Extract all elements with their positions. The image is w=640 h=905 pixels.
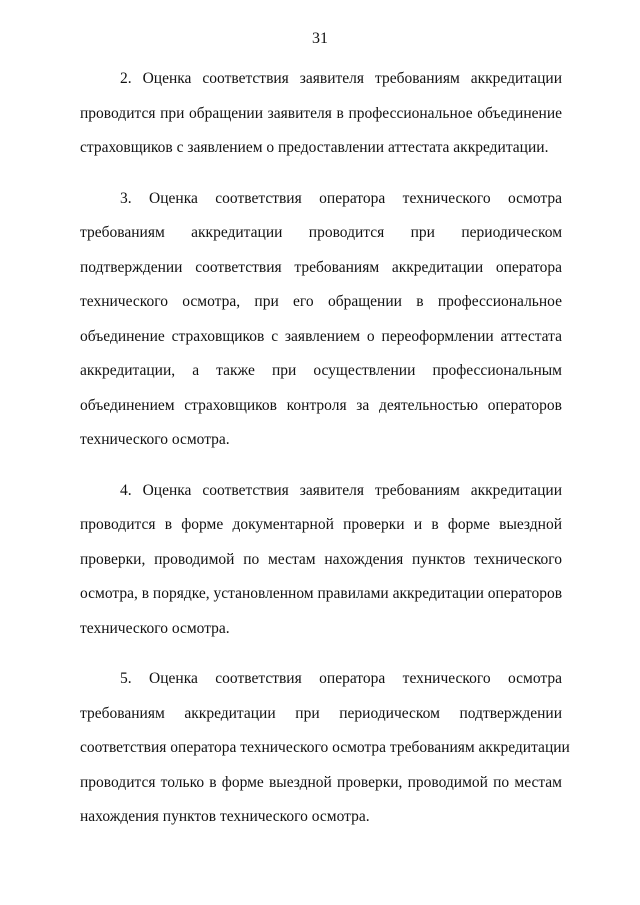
paragraph-4 (80, 474, 562, 647)
paragraph-line: проверки, проводимой по местам нахождения пунктов технического (80, 550, 562, 568)
paragraph-line: требованиям аккредитации проводится при периодическом (80, 224, 562, 241)
paragraph-line: нахождения пунктов технического осмотра. (80, 808, 370, 825)
paragraph-5 (80, 662, 570, 835)
paragraph-line: проводится в форме документарной проверки и в форме выездной (80, 516, 562, 533)
paragraph-line: страховщиков с заявлением о предоставлении аттестата аккредитации. (80, 139, 549, 156)
page-number: 31 (312, 30, 328, 47)
paragraph-line: осмотра, в порядке, установленном правилами аккредитации операторов (80, 585, 563, 602)
paragraph-2 (80, 62, 562, 166)
paragraph-line: аккредитации, а также при осуществлении профессиональным (80, 362, 562, 379)
document-body (80, 62, 570, 851)
paragraph-line: объединением страховщиков контроля за деятельностью операторов (80, 396, 562, 414)
paragraph-3 (80, 182, 562, 458)
paragraph-line: 2. Оценка соответствия заявителя требованиям аккредитации (120, 70, 562, 87)
paragraph-line: технического осмотра, при его обращении в профессиональное (80, 293, 562, 310)
paragraph-line: технического осмотра. (80, 431, 230, 448)
paragraph-line: технического осмотра. (80, 619, 230, 637)
paragraph-line: объединение страховщиков с заявлением о переоформлении аттестата (80, 327, 562, 345)
paragraph-line: требованиям аккредитации при периодическом подтверждении (80, 704, 562, 722)
paragraph-line: соответствия оператора технического осмотра требованиям аккредитации (80, 739, 570, 756)
paragraph-line: проводится при обращении заявителя в профессиональное объединение (80, 104, 562, 122)
paragraph-line: проводится только в форме выездной проверки, проводимой по местам (80, 773, 562, 791)
paragraph-line: 4. Оценка соответствия заявителя требованиям аккредитации (120, 481, 562, 499)
paragraph-line: подтверждении соответствия требованиям аккредитации оператора (80, 258, 562, 276)
paragraph-line: 5. Оценка соответствия оператора технического осмотра (120, 670, 562, 687)
paragraph-line: 3. Оценка соответствия оператора технического осмотра (120, 189, 562, 207)
